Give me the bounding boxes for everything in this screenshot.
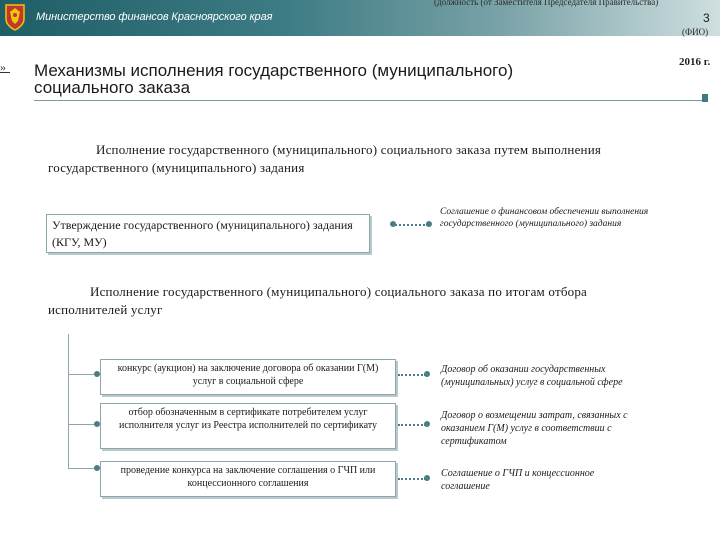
page-number: 3 bbox=[703, 11, 710, 25]
quote-mark: » bbox=[0, 60, 6, 74]
contract-note: Договор о возмещении затрат, связанных с оказанием Г(М) услуг в соответствии с сертификатом bbox=[441, 410, 628, 447]
approval-box bbox=[46, 214, 370, 253]
year-label: 2016 г. bbox=[679, 56, 711, 68]
connector-end-dot bbox=[424, 475, 430, 481]
connector-dotted bbox=[398, 374, 426, 376]
date-underline bbox=[0, 72, 10, 73]
connector-dotted bbox=[392, 224, 428, 226]
mechanism-box bbox=[100, 403, 396, 449]
mechanism-label: отбор обозначенным в сертификате потребителем услуг исполнителя услуг из Реестра исполнителей по сертификату bbox=[118, 407, 378, 431]
connector-end-dot bbox=[424, 371, 430, 377]
mechanism-label: конкурс (аукцион) на заключение договора об оказании Г(М) услуг в социальной сфере bbox=[117, 363, 379, 387]
fio-note: (ФИО) bbox=[682, 27, 709, 37]
connector-start-dot bbox=[390, 221, 396, 227]
section1-heading: Исполнение государственного (муниципального) социального заказа путем выполнения государственного (муниципального) задания bbox=[48, 142, 602, 175]
ministry-name: Министерство финансов Красноярского края bbox=[36, 11, 273, 23]
connector-end-dot bbox=[424, 421, 430, 427]
contract-note: Договор об оказании государственных (муниципальных) услуг в социальной сфере bbox=[441, 364, 623, 388]
slide-marker bbox=[702, 94, 708, 102]
page-title: Механизмы исполнения государственного (муниципального) социального заказа bbox=[34, 61, 514, 97]
position-note: (должность (от Заместителя Председателя Правительства) bbox=[434, 0, 659, 7]
mechanism-box bbox=[100, 461, 396, 497]
agreement-note: Соглашение о финансовом обеспечении выполнения государственного (муниципального) задания bbox=[440, 207, 649, 229]
mechanism-box bbox=[100, 359, 396, 395]
approval-label: Утверждение государственного (муниципального) задания (КГУ, МУ) bbox=[52, 218, 353, 249]
connector-dotted bbox=[398, 424, 426, 426]
mechanism-label: проведение конкурса на заключение соглашения о ГЧП или концессионного соглашения bbox=[120, 465, 376, 489]
connector-end-dot bbox=[426, 221, 432, 227]
tree-trunk bbox=[68, 334, 69, 468]
title-divider bbox=[34, 100, 703, 101]
connector-dotted bbox=[398, 478, 426, 480]
coat-of-arms-icon bbox=[4, 3, 26, 32]
section2-heading: Исполнение государственного (муниципального) социального заказа по итогам отбора исполнителей услуг bbox=[48, 284, 588, 317]
contract-note: Соглашение о ГЧП и концессионное соглашение bbox=[441, 468, 595, 492]
